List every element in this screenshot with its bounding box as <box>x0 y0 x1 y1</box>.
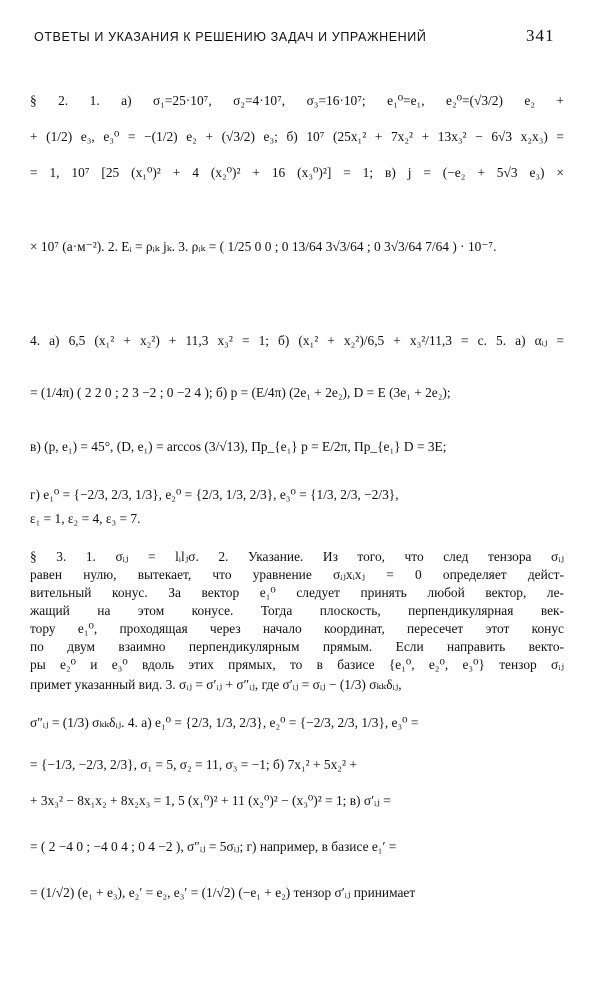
text-line: жащий на этом конусе. Тогда плоскость, перпендикулярная век- <box>30 603 564 618</box>
text-line: вительный конус. За вектор e₁⁰ следует принять любой вектор, ле- <box>30 585 564 600</box>
text-line: 4. а) 6,5 (x₁² + x₂²) + 11,3 x₃² = 1; б) (x₁² + x₂²)/6,5 + x₃²/11,3 = c. 5. а) αᵢⱼ = <box>30 333 564 348</box>
text-line: × 10⁷ (а·м⁻²). 2. Eᵢ = ρᵢₖ jₖ. 3. ρᵢₖ = ( 1/25 0 0 ; 0 13/64 3√3/64 ; 0 3√3/64 7/64 ) · 10⁻⁷. <box>30 239 497 254</box>
text-line: примет указанный вид. 3. σᵢⱼ = σ′ᵢⱼ + σ″ᵢⱼ, где σ′ᵢⱼ = σᵢⱼ − (1/3) σₖₖδᵢⱼ, <box>30 677 402 692</box>
text-line: = ( 2 −4 0 ; −4 0 4 ; 0 4 −2 ), σ″ᵢⱼ = 5σᵢⱼ; г) например, в базисе e₁′ = <box>30 839 397 854</box>
text-line: σ″ᵢⱼ = (1/3) σₖₖδᵢⱼ. 4. а) e₁⁰ = {2/3, 1/3, 2/3}, e₂⁰ = {−2/3, 2/3, 1/3}, e₃⁰ = <box>30 715 419 730</box>
text-line: = 1, 10⁷ [25 (x₁⁰)² + 4 (x₂⁰)² + 16 (x₃⁰)²] = 1; в) j = (−e₂ + 5√3 e₃) × <box>30 165 564 180</box>
text-line: = (1/√2) (e₁ + e₃), e₂′ = e₂, e₃′ = (1/√2) (−e₁ + e₂) тензор σ′ᵢⱼ принимает <box>30 885 416 900</box>
running-head: ОТВЕТЫ И УКАЗАНИЯ К РЕШЕНИЮ ЗАДАЧ И УПРАЖНЕНИЙ <box>34 30 427 44</box>
text-line: равен нулю, вытекает, что уравнение σᵢⱼxᵢxⱼ = 0 определяет дейст- <box>30 567 564 582</box>
text-line: § 3. 1. σᵢⱼ = lᵢlⱼσ. 2. Указание. Из того, что след тензора σᵢⱼ <box>30 549 564 564</box>
text-line: ры e₂⁰ и e₃⁰ вдоль этих прямых, то в базисе {e₁⁰, e₂⁰, e₃⁰} тензор σᵢⱼ <box>30 657 564 672</box>
text-line: = {−1/3, −2/3, 2/3}, σ₁ = 5, σ₂ = 11, σ₃ = −1; б) 7x₁² + 5x₂² + <box>30 757 357 772</box>
text-line: + (1/2) e₃, e₃⁰ = −(1/2) e₂ + (√3/2) e₃; б) 10⁷ (25x₁² + 7x₂² + 13x₃² − 6√3 x₂x₃) = <box>30 129 564 144</box>
text-line: в) (p, e₁) = 45°, (D, e₁) = arccos (3/√13), Πp_{e₁} p = E/2π, Πp_{e₁} D = 3E; <box>30 439 447 454</box>
text-line: тору e₁⁰, проходящая через начало координат, пересечет этот конус <box>30 621 564 636</box>
text-line: г) e₁⁰ = {−2/3, 2/3, 1/3}, e₂⁰ = {2/3, 1/3, 2/3}, e₃⁰ = {1/3, 2/3, −2/3}, <box>30 487 399 502</box>
text-line: = (1/4π) ( 2 2 0 ; 2 3 −2 ; 0 −2 4 ); б) p = (E/4π) (2e₁ + 2e₂), D = E (3e₁ + 2e₂); <box>30 385 451 400</box>
text-line: ε₁ = 1, ε₂ = 4, ε₃ = 7. <box>30 511 141 526</box>
text-line: § 2. 1. а) σ₁=25·10⁷, σ₂=4·10⁷, σ₃=16·10⁷; e₁⁰=e₁, e₂⁰=(√3/2) e₂ + <box>30 93 564 108</box>
text-line: по двум взаимно перпендикулярным прямым. Если направить векто- <box>30 639 564 654</box>
page-number: 341 <box>526 26 555 45</box>
text-line: + 3x₃² − 8x₁x₂ + 8x₂x₃ = 1, 5 (x₁⁰)² + 11 (x₂⁰)² − (x₃⁰)² = 1; в) σ′ᵢⱼ = <box>30 793 391 808</box>
